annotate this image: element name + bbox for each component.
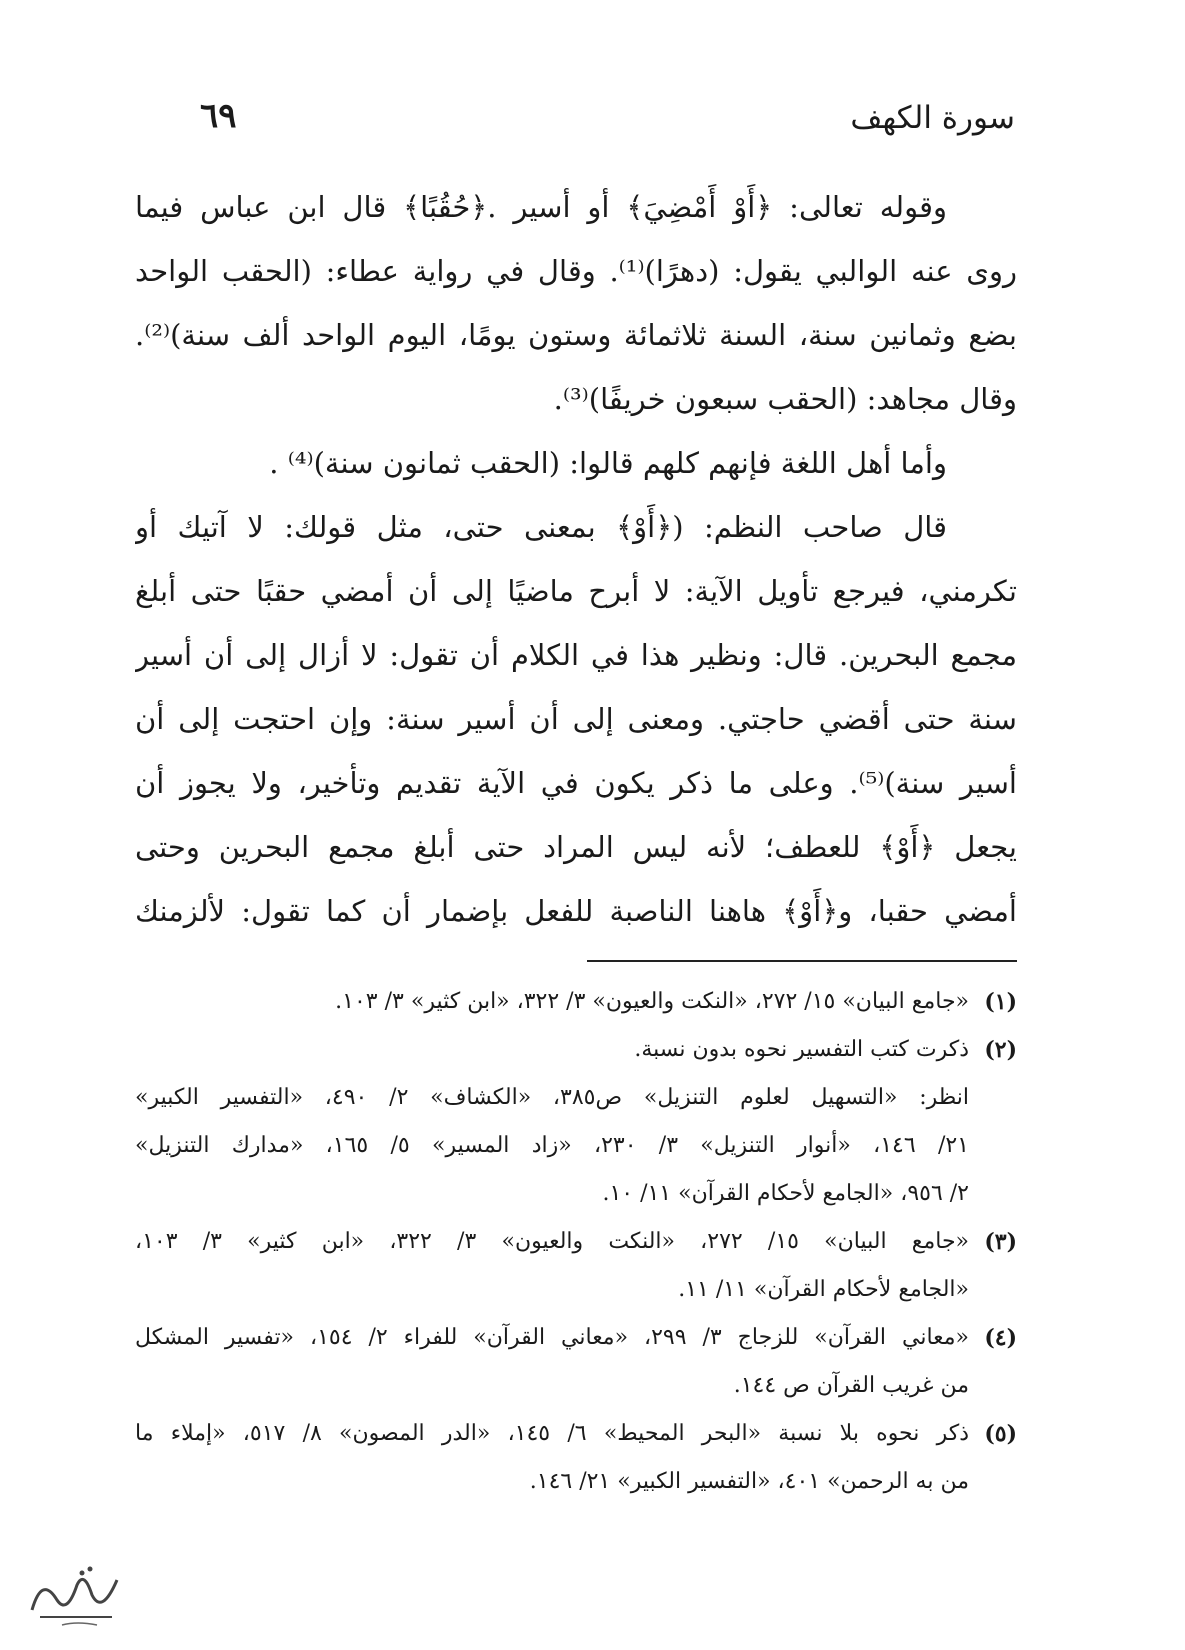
page-header — [200, 96, 1015, 150]
footnote-line: من غريب القرآن ص ١٤٤. — [733, 1373, 969, 1398]
footnote-divider — [587, 960, 1017, 962]
calligraphy-logo-icon — [22, 1555, 132, 1630]
text-line: وقوله تعالى: ﴿أَوْ أَمْضِيَ﴾ أو أسير .﴿حُقُبًا﴾ قال ابن عباس فيما — [135, 190, 947, 224]
footnote — [135, 1218, 1017, 1314]
footnote-number: (٢) — [984, 1037, 1017, 1063]
text-line: قال صاحب النظم: (﴿أَوْ﴾ بمعنى حتى، مثل قولك: لا آتيك أو — [135, 510, 947, 544]
page-number: ٦٩ — [200, 96, 237, 136]
footnote-line: ٢١/ ١٤٦، «أنوار التنزيل» ٣/ ٢٣٠، «زاد المسير» ٥/ ١٦٥، «مدارك التنزيل» — [135, 1133, 969, 1158]
footnotes — [135, 978, 1017, 1506]
footnote-line: انظر: «التسهيل لعلوم التنزيل» ص٣٨٥، «الكشاف» ٢/ ٤٩٠، «التفسير الكبير» — [135, 1085, 969, 1110]
footnote — [135, 1314, 1017, 1410]
text-line: يجعل ﴿أَوْ﴾ للعطف؛ لأنه ليس المراد حتى أبلغ مجمع البحرين وحتى — [135, 830, 1017, 864]
footnote-continuation — [135, 1074, 1017, 1218]
footnote-line: ذكر نحوه بلا نسبة «البحر المحيط» ٦/ ١٤٥، «الدر المصون» ٨/ ٥١٧، «إملاء ما — [135, 1421, 969, 1446]
text-line: أسير سنة)⁽⁵⁾. وعلى ما ذكر يكون في الآية تقديم وتأخير، ولا يجوز أن — [135, 766, 1017, 800]
footnote-line: «جامع البيان» ١٥/ ٢٧٢، «النكت والعيون» ٣/ ٣٢٢، «ابن كثير» ٣/ ١٠٣. — [335, 989, 969, 1014]
text-line: وأما أهل اللغة فإنهم كلهم قالوا: (الحقب ثمانون سنة)⁽⁴⁾ . — [269, 446, 947, 480]
footnote-line: «معاني القرآن» للزجاج ٣/ ٢٩٩، «معاني القرآن» للفراء ٢/ ١٥٤، «تفسير المشكل — [135, 1325, 969, 1350]
text-line: روى عنه الوالبي يقول: (دهرًا)⁽¹⁾. وقال في رواية عطاء: (الحقب الواحد — [135, 254, 1017, 288]
text-line: سنة حتى أقضي حاجتي. ومعنى إلى أن أسير سنة: وإن احتجت إلى أن — [135, 702, 1017, 736]
footnote-number: (٤) — [984, 1325, 1017, 1351]
footnote — [135, 978, 1017, 1026]
footnote — [135, 1026, 1017, 1074]
footnote-line: ذكرت كتب التفسير نحوه بدون نسبة. — [634, 1037, 969, 1062]
text-line: أمضي حقبا، و﴿أَوْ﴾ هاهنا الناصبة للفعل بإضمار أن كما تقول: لألزمنك — [135, 894, 1017, 928]
main-text-body — [135, 175, 1017, 943]
footnote-line: من به الرحمن» ٤٠١، «التفسير الكبير» ٢١/ ١٤٦. — [529, 1469, 969, 1494]
text-line: بضع وثمانين سنة، السنة ثلاثمائة وستون يومًا، اليوم الواحد ألف سنة)⁽²⁾. — [135, 318, 1017, 352]
footnote-line: «جامع البيان» ١٥/ ٢٧٢، «النكت والعيون» ٣/ ٣٢٢، «ابن كثير» ٣/ ١٠٣، — [135, 1229, 969, 1254]
footnote-line: ٢/ ٩٥٦، «الجامع لأحكام القرآن» ١١/ ١٠. — [602, 1181, 969, 1206]
text-line: وقال مجاهد: (الحقب سبعون خريفًا)⁽³⁾. — [553, 382, 1017, 416]
footnote-line: «الجامع لأحكام القرآن» ١١/ ١١. — [678, 1277, 969, 1302]
footnote-number: (٥) — [984, 1421, 1017, 1447]
footnote — [135, 1410, 1017, 1506]
sura-name: سورة الكهف — [850, 100, 1015, 136]
text-line: مجمع البحرين. قال: ونظير هذا في الكلام أن تقول: لا أزال إلى أن أسير — [135, 638, 1017, 672]
footnote-number: (٣) — [984, 1229, 1017, 1255]
text-line: تكرمني، فيرجع تأويل الآية: لا أبرح ماضيًا إلى أن أمضي حقبًا حتى أبلغ — [135, 574, 1017, 608]
footnote-number: (١) — [984, 989, 1017, 1015]
